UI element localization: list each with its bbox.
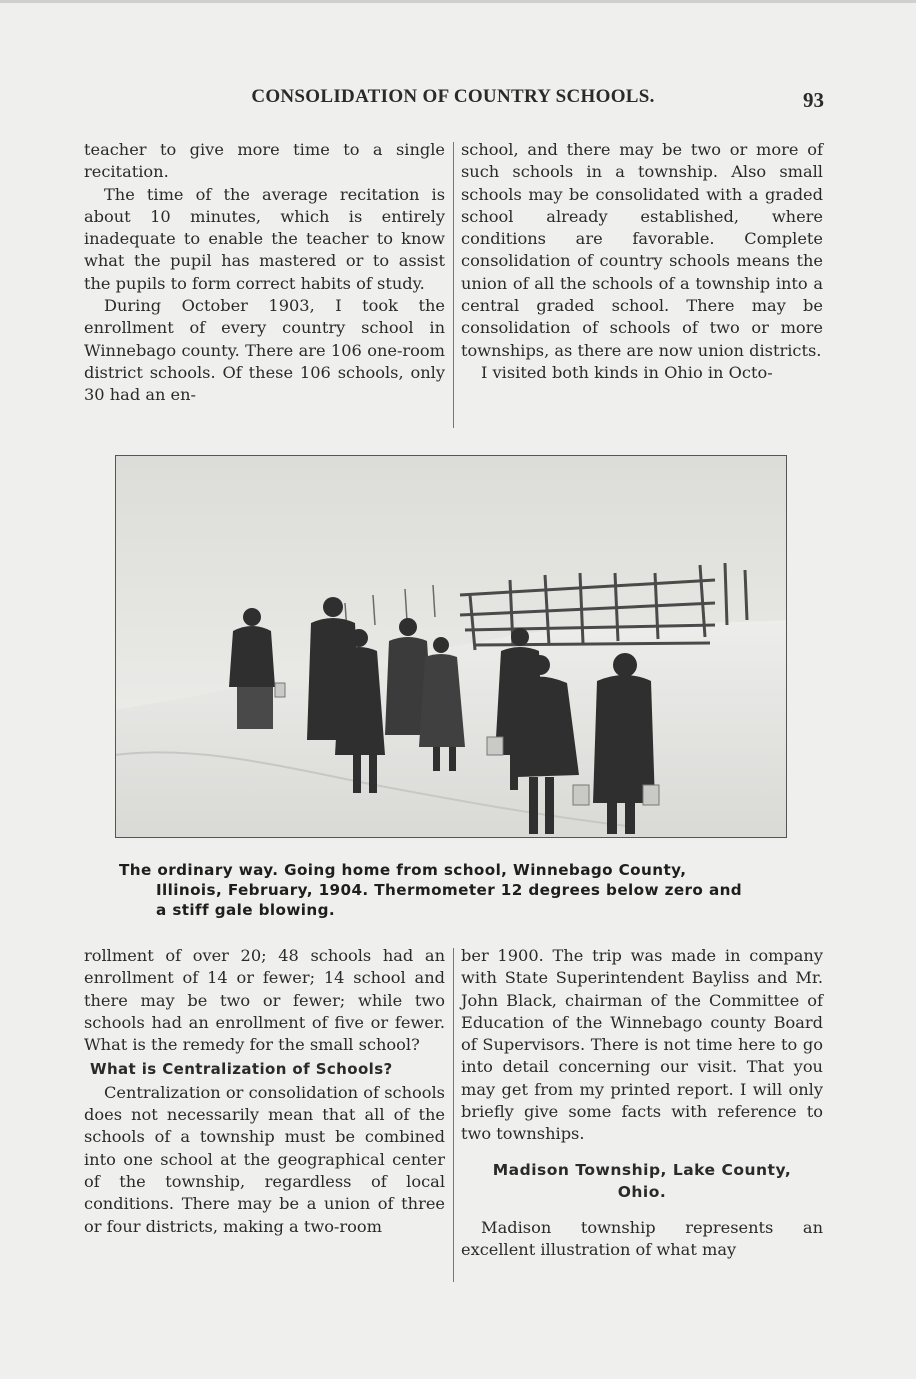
running-title: CONSOLIDATION OF COUNTRY SCHOOLS. [251,86,655,107]
section-heading-line: Ohio. [617,1182,667,1201]
column-bottom-left [84,945,445,1238]
paragraph: I visited both kinds in Ohio in Octo- [481,362,773,382]
running-header [82,84,824,110]
paragraph: Centralization or consolidation of schools does not necessarily mean that all of the schools of a township must be combined into one school at the geographical center of the township, regardless of local conditions. There may be a union of three or four districts, making a two-room [84,1082,445,1236]
photograph [115,455,787,838]
caption-line: The ordinary way. Going home from school, Winnebago County, [119,861,687,879]
caption-line: Illinois, February, 1904. Thermometer 12 degrees below zero and [156,881,743,899]
top-edge-rule [0,0,916,3]
section-heading: What is Centralization of Schools? [90,1060,393,1079]
paragraph: teacher to give more time to a single recitation. [84,140,445,182]
section-heading [461,1159,823,1203]
column-divider [453,948,454,1282]
section-heading-line: Madison Township, Lake County, [492,1160,792,1179]
page-number: 93 [803,88,824,112]
photograph-schoolchildren-in-snow [115,455,787,838]
column-top-right [461,139,823,384]
paragraph: During October 1903, I took the enrollment of every country school in Winnebago county. There are 106 one-room district schools. Of these 106 schools, only 30 had an en- [84,296,445,405]
photo-caption [119,860,799,920]
paragraph: ber 1900. The trip was made in company with State Superintendent Bayliss and Mr. John Black, chairman of the Committee of Education of the Winnebago county Board of Supervisors. There is not time here to go into detail concerning our visit. That you may get from my printed report. I will only briefly give some facts with reference to two townships. [461,946,823,1144]
column-top-left [84,139,445,407]
paragraph: The time of the average recitation is about 10 minutes, which is entirely inadequate to enable the teacher to know what the pupil has mastered or to assist the pupils to form correct habits of study. [84,184,445,293]
column-divider [453,142,454,428]
caption-line: a stiff gale blowing. [156,901,336,919]
paragraph: Madison township represents an excellent illustration of what may [461,1217,823,1259]
paragraph: rollment of over 20; 48 schools had an enrollment of 14 or fewer; 14 school and there may be two or fewer; while two schools had an enrollment of five or fewer. What is the remedy for the small school? [84,946,445,1055]
paragraph: school, and there may be two or more of such schools in a township. Also small schools may be consolidated with a graded school already established, where conditions are favorable. Complete consolidation of country schools means the union of all the schools of a township into a central graded school. There may be consolidation of schools of two or more townships, as there are now union districts. [461,140,823,360]
column-bottom-right [461,945,823,1261]
